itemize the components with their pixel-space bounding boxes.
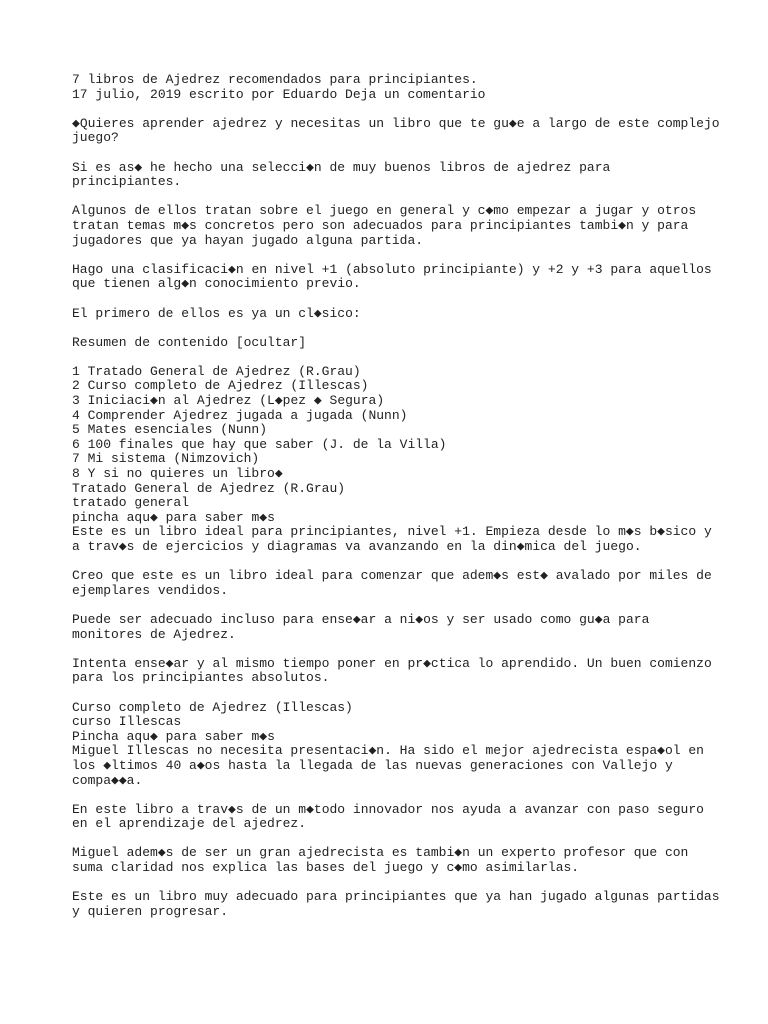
toc-item: 2 Curso completo de Ajedrez (Illescas) xyxy=(72,378,369,394)
paragraph-gap xyxy=(72,248,712,263)
paragraph-gap xyxy=(72,190,712,205)
toc-item: 1 Tratado General de Ajedrez (R.Grau) xyxy=(72,363,361,379)
paragraph-gap xyxy=(72,832,712,847)
text-line: Algunos de ellos tratan sobre el juego en general y c◆mo empezar a jugar y otros xyxy=(72,203,697,219)
text-line: Si es as◆ he hecho una selecci◆n de muy buenos libros de ajedrez para xyxy=(72,159,611,175)
text-line: juego? xyxy=(72,130,119,146)
text-line: Miguel Illescas no necesita presentaci◆n. Ha sido el mejor ajedrecista espa◆ol en xyxy=(72,743,704,759)
text-line: jugadores que ya hayan jugado alguna partida. xyxy=(72,232,424,248)
text-line: compa◆◆a. xyxy=(72,772,143,788)
text-line: y quieren progresar. xyxy=(72,903,229,919)
paragraph-gap xyxy=(72,555,712,570)
text-line: Hago una clasificaci◆n en nivel +1 (absoluto principiante) y +2 y +3 para aquellos xyxy=(72,261,712,277)
document-title: 7 libros de Ajedrez recomendados para principiantes. xyxy=(72,72,478,87)
text-line: los ◆ltimos 40 a◆os hasta la llegada de las nuevas generaciones con Vallejo y xyxy=(72,757,673,773)
text-line: Este es un libro ideal para principiantes, nivel +1. Empieza desde lo m◆s b◆sico y xyxy=(72,524,712,540)
text-line: que tienen alg◆n conocimiento previo. xyxy=(72,276,361,292)
text-line: a trav◆s de ejercicios y diagramas va avanzando en la din◆mica del juego. xyxy=(72,539,642,554)
toc-item: 4 Comprender Ajedrez jugada a jugada (Nunn) xyxy=(72,407,408,423)
text-line: pincha aqu◆ para saber m◆s xyxy=(72,509,275,525)
text-line: Intenta ense◆ar y al mismo tiempo poner en pr◆ctica lo aprendido. Un buen comienzo xyxy=(72,655,712,671)
paragraph-gap xyxy=(72,876,712,891)
text-line: principiantes. xyxy=(72,174,182,190)
text-line: Puede ser adecuado incluso para ense◆ar a ni◆os y ser usado como gu◆a para xyxy=(72,611,650,627)
text-line: monitores de Ajedrez. xyxy=(72,626,236,642)
text-line: Este es un libro muy adecuado para principiantes que ya han jugado algunas partidas xyxy=(72,889,720,905)
paragraph-gap xyxy=(72,642,712,657)
toc-item: 7 Mi sistema (Nimzovich) xyxy=(72,451,260,467)
paragraph-gap xyxy=(72,350,712,365)
text-line: El primero de ellos es ya un cl◆sico: xyxy=(72,305,361,321)
section-heading: Tratado General de Ajedrez (R.Grau) xyxy=(72,480,346,496)
text-line: ◆Quieres aprender ajedrez y necesitas un libro que te gu◆e a largo de este complejo xyxy=(72,115,720,131)
paragraph-gap xyxy=(72,292,712,307)
toc-item: 5 Mates esenciales (Nunn) xyxy=(72,422,268,438)
toc-item: 3 Iniciaci◆n al Ajedrez (L◆pez ◆ Segura) xyxy=(72,393,385,409)
image-alt-text: curso Illescas xyxy=(72,714,182,730)
text-line: tratan temas m◆s concretos pero son adecuados para principiantes tambi◆n y para xyxy=(72,217,689,233)
paragraph-gap xyxy=(72,146,712,161)
document-byline: 17 julio, 2019 escrito por Eduardo Deja un comentario xyxy=(72,86,486,102)
text-line: En este libro a trav◆s de un m◆todo innovador nos ayuda a avanzar con paso seguro xyxy=(72,801,704,817)
text-line: para los principiantes absolutos. xyxy=(72,670,330,686)
text-line: ejemplares vendidos. xyxy=(72,582,229,598)
toc-item: 8 Y si no quieres un libro◆ xyxy=(72,466,283,482)
document-page xyxy=(72,72,720,919)
section-heading: Curso completo de Ajedrez (Illescas) xyxy=(72,699,353,715)
toc-toggle: Resumen de contenido [ocultar] xyxy=(72,334,307,350)
toc-item: 6 100 finales que hay que saber (J. de la Villa) xyxy=(72,436,447,452)
image-alt-text: tratado general xyxy=(72,495,190,511)
paragraph-gap xyxy=(72,598,712,613)
text-line: en el aprendizaje del ajedrez. xyxy=(72,816,307,832)
text-line: Creo que este es un libro ideal para comenzar que adem◆s est◆ avalado por miles de xyxy=(72,568,712,584)
paragraph-gap xyxy=(72,321,712,336)
paragraph-gap xyxy=(72,686,712,701)
paragraph-gap xyxy=(72,788,712,803)
paragraph-gap xyxy=(72,102,712,117)
text-line: Pincha aqu◆ para saber m◆s xyxy=(72,728,275,744)
text-line: Miguel adem◆s de ser un gran ajedrecista es tambi◆n un experto profesor que con xyxy=(72,845,689,861)
text-line: suma claridad nos explica las bases del juego y c◆mo asimilarlas. xyxy=(72,860,580,876)
